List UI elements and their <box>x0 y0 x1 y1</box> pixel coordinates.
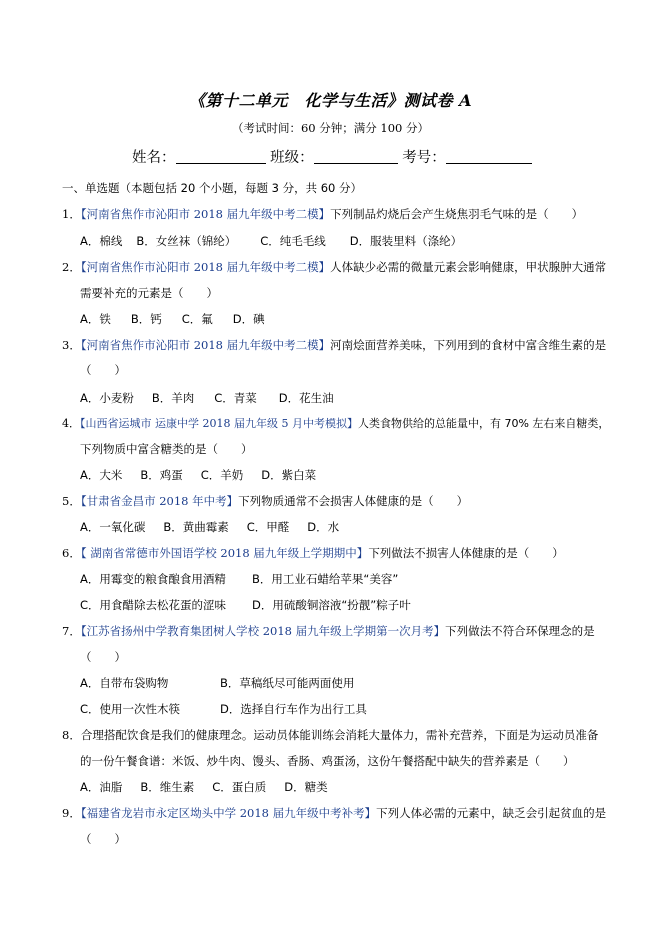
question-text: （ ） <box>80 832 126 846</box>
question-text: 下列做法不符合环保理念的是 <box>445 624 595 638</box>
question-number: 6． <box>62 546 81 560</box>
question-9-cont <box>80 831 126 847</box>
question-text: 下列人体必需的元素中，缺乏会引起贫血的是 <box>376 806 607 820</box>
question-5-options <box>80 519 339 535</box>
question-1 <box>62 206 583 222</box>
number-label: 考号： <box>402 150 446 166</box>
question-3 <box>62 337 606 353</box>
question-number: 4． <box>62 417 80 430</box>
question-number: 2． <box>62 260 81 274</box>
question-8 <box>62 727 598 743</box>
question-number: 3． <box>62 338 81 352</box>
option-a: A．用霉变的粮食酿食用酒精 <box>80 572 226 586</box>
option-a: A．小麦粉 <box>80 391 134 405</box>
option-b: B．鸡蛋 <box>140 468 183 482</box>
option-b: B．草稿纸尽可能两面使用 <box>220 676 355 690</box>
question-1-options <box>80 233 462 249</box>
question-9 <box>62 805 606 821</box>
question-7-cont <box>80 649 126 665</box>
question-8-cont <box>80 753 575 769</box>
option-d: D．紫白菜 <box>261 468 317 482</box>
option-d: D．用硫酸铜溶液“扮靓”粽子叶 <box>252 598 411 612</box>
option-b: B．女丝袜（锦纶） <box>136 234 237 248</box>
question-3-cont <box>80 362 126 378</box>
question-4 <box>62 415 609 431</box>
question-number: 7． <box>62 624 81 638</box>
question-text: 下列制品灼烧后会产生烧焦羽毛气味的是（ ） <box>330 207 584 221</box>
question-number: 8． <box>62 728 81 742</box>
section-heading: 一、单选题（本题包括 20 个小题，每题 3 分，共 60 分） <box>62 181 363 195</box>
question-text: 的一份午餐食谱：米饭、炒牛肉、馒头、香肠、鸡蛋汤，这份午餐搭配中缺失的营养素是（ ） <box>80 754 575 768</box>
question-8-options <box>80 779 328 795</box>
option-c: C．青菜 <box>214 391 257 405</box>
question-source: 【河南省焦作市沁阳市 2018 届九年级中考二模】 <box>80 260 331 274</box>
option-a: A．自带布袋购物 <box>80 676 169 690</box>
option-c: C．蛋白质 <box>212 780 267 794</box>
question-text: （ ） <box>80 650 126 664</box>
option-c: C．氟 <box>181 312 213 326</box>
class-label: 班级： <box>270 150 314 166</box>
question-2-options <box>80 311 265 327</box>
option-a: A．铁 <box>80 312 111 326</box>
option-b: B．黄曲霉素 <box>163 520 229 534</box>
question-7-options-row2 <box>80 701 367 717</box>
question-source: 【福建省龙岩市永定区坳头中学 2018 届九年级中考补考】 <box>80 806 377 820</box>
exam-info: （考试时间：60 分钟；满分 100 分） <box>231 121 430 135</box>
option-d: D．服装里料（涤纶） <box>349 234 463 248</box>
question-number: 1． <box>62 207 81 221</box>
number-blank[interactable] <box>446 149 532 164</box>
question-text: （ ） <box>80 363 126 377</box>
option-d: D．碘 <box>232 312 265 326</box>
option-c: C．使用一次性木筷 <box>80 702 181 716</box>
option-a: A．大米 <box>80 468 123 482</box>
option-d: D．花生油 <box>278 391 334 405</box>
option-c: C．纯毛毛线 <box>260 234 326 248</box>
question-text: 河南烩面营养美味，下列用到的食材中富含维生素的是 <box>330 338 607 352</box>
option-d: D．糖类 <box>284 780 328 794</box>
question-2 <box>62 259 606 275</box>
page-title: 《第十二单元 化学与生活》测试卷 A <box>189 91 472 110</box>
question-source: 【山西省运城市 运康中学 2018 届九年级 5 月中考模拟】 <box>80 417 358 430</box>
question-text: 人体缺少必需的微量元素会影响健康，甲状腺肿大通常 <box>330 260 607 274</box>
question-6-options-row2 <box>80 597 411 613</box>
question-source: 【江苏省扬州中学教育集团树人学校 2018 届九年级上学期第一次月考】 <box>80 624 446 638</box>
question-4-options <box>80 467 316 483</box>
option-d: D．选择自行车作为出行工具 <box>220 702 367 716</box>
option-c: C．用食醋除去松花蛋的涩味 <box>80 598 227 612</box>
student-info-line <box>132 146 532 167</box>
question-source: 【甘肃省金昌市 2018 年中考】 <box>80 494 239 508</box>
question-5 <box>62 493 468 509</box>
option-c: C．甲醛 <box>246 520 290 534</box>
name-label: 姓名： <box>132 150 176 166</box>
question-source: 【 湖南省常德市外国语学校 2018 届九年级上学期期中】 <box>80 546 369 560</box>
option-b: B．维生素 <box>140 780 195 794</box>
question-3-options <box>80 390 334 406</box>
question-6-options-row1 <box>80 571 398 587</box>
option-b: B．用工业石蜡给苹果“美容” <box>252 572 399 586</box>
option-d: D．水 <box>307 520 340 534</box>
question-source: 【河南省焦作市沁阳市 2018 届九年级中考二模】 <box>80 338 331 352</box>
question-4-cont <box>80 441 253 457</box>
question-6 <box>62 545 564 561</box>
option-b: B．钙 <box>130 312 162 326</box>
name-blank[interactable] <box>176 149 266 164</box>
question-text: 下列做法不损害人体健康的是（ ） <box>368 546 564 560</box>
question-7 <box>62 623 595 639</box>
question-2-cont <box>80 285 218 301</box>
question-text: 下列物质通常不会损害人体健康的是（ ） <box>238 494 469 508</box>
question-source: 【河南省焦作市沁阳市 2018 届九年级中考二模】 <box>80 207 331 221</box>
question-text: 需要补充的元素是（ ） <box>80 286 218 300</box>
option-c: C．羊奶 <box>200 468 244 482</box>
class-blank[interactable] <box>314 149 398 164</box>
option-a: A．棉线 <box>80 234 123 248</box>
question-text: 下列物质中富含糖类的是（ ） <box>80 442 253 456</box>
option-a: A．油脂 <box>80 780 123 794</box>
question-number: 9． <box>62 806 81 820</box>
option-b: B．羊肉 <box>151 391 195 405</box>
question-number: 5． <box>62 494 81 508</box>
question-7-options-row1 <box>80 675 354 691</box>
question-text: 人类食物供给的总能量中，有 70% 左右来自糖类， <box>357 417 610 430</box>
question-text: 合理搭配饮食是我们的健康理念。运动员体能训练会消耗大量体力，需补充营养，下面是为运动员准备 <box>80 728 599 742</box>
option-a: A．一氧化碳 <box>80 520 146 534</box>
